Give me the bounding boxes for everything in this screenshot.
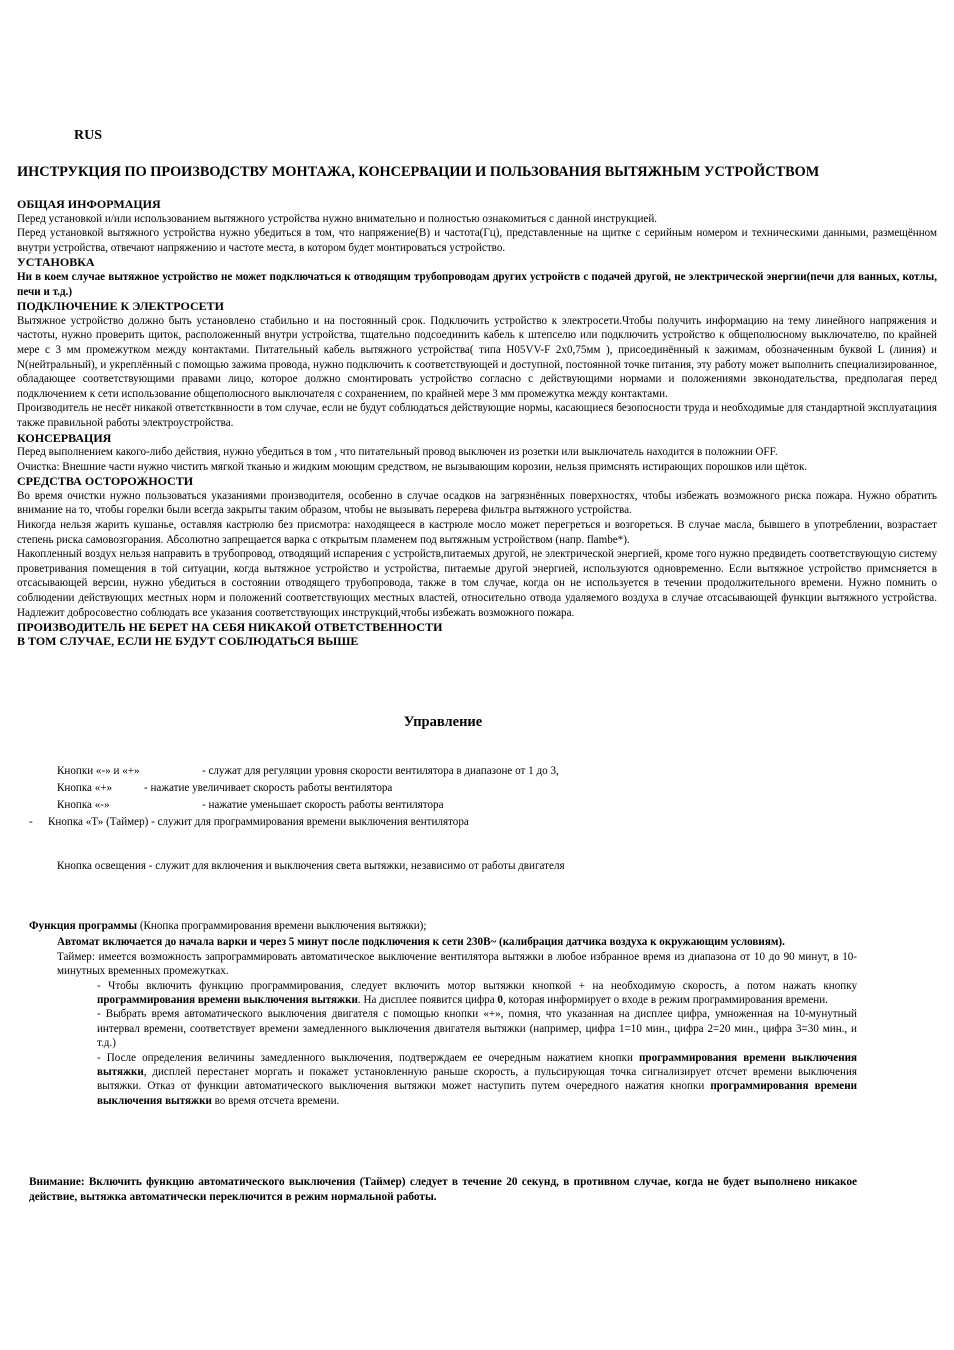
control-description: - нажатие уменьшает скорость работы вентилятора <box>202 799 444 811</box>
list-item <box>29 781 829 798</box>
text-run: - После определения величины замедленного выключения, подтверждаем ее очередным нажатием кнопки <box>97 1051 640 1064</box>
text-run: . На дисплее появится цифра <box>357 994 498 1007</box>
control-description: - нажатие увеличивает скорость работы вентилятора <box>144 782 393 794</box>
control-label: Кнопка освещения - служит для включения и выключения света вытяжки, независимо от работы двигателя <box>57 860 565 872</box>
control-description: - служат для регуляции уровня скорости вентилятора в диапазоне от 1 до 3, <box>202 765 559 777</box>
text-run-bold: программирования времени выключения вытяжки <box>97 994 358 1007</box>
paragraph: Производитель не несёт никакой ответстквнности в том случае, если не будут соблюдаться действующие нормы, касающиеся безопосности труда и необходимые для стандартной эксплуатациия также правильной работы электроустройства. <box>17 402 937 429</box>
program-item-text: Автомат включается до начала варки и через 5 минут после подключения к сети 230В~ (калибрация датчика воздуха к окружающим условиям). <box>57 936 785 949</box>
program-sub-item <box>29 979 857 1008</box>
liability-warning-line-2: В ТОМ СЛУЧАЕ, ЕСЛИ НЕ БУДУТ СОБЛЮДАТЬСЯ ВЫШЕ <box>17 634 359 649</box>
dash-marker: - <box>29 816 33 828</box>
paragraph: Вытяжное устройство должно быть установлено стабильно и на постоянный срок. Подключить устройство к электросети.Чтобы получить информацию на тему линейного напряжения и частоты, нужно проверить щиток, расположенный внутри устройства, тщательно подсоединить кабель к штепселю или подключить устройство к общеполюсному выключателю, по крайней мере с 3 мм промежутком между контактами. Питательный кабель вытяжного устройства( типа H05VV-F 2x0,75мм ), присоединённый к зажимам, обозначенным буквой L (линия) и N(нейтральный), и укреплённый с помощью зажима провода, нужно подключить к соответствующей и доступной, постоянной точке питания, эту работу может выполнить специализированное, обладающее соответствующими правами лицо, которое должно смонтировать устройство согласно с действующими нормами и положениями звконодательства, предполагая перед подключением к сети использование общеполюсного выключателя с сохранением, по крайней мере 3 мм промежутка между контактами. <box>17 314 937 400</box>
list-item <box>29 815 829 832</box>
section-heading-power: ПОДКЛЮЧЕНИЕ К ЭЛЕКТРОСЕТИ <box>17 299 224 314</box>
attention-note: Внимание: Включить функцию автоматического выключения (Таймер) следует в течение 20 секунд, в противном случае, когда не будет выполнено никакое действие, вытяжка автоматически переключится в режим нормальной работы. <box>29 1176 857 1203</box>
section-heading-caution: СРЕДСТВА ОСТОРОЖНОСТИ <box>17 474 194 489</box>
control-label: Кнопка «+» <box>57 782 113 794</box>
program-sub-item: - Выбрать время автоматического выключения двигателя с помощью кнопки «+», помня, что указанная на дисплее цифра, умноженная на 10-мунутный интервал времени, соответствует времени замедленного выключения двигателя вытяжки (например, цифра 1=10 мин., цифра 2=20 мин., цифра 3=30 мин., и т.д.) <box>97 1008 857 1050</box>
text-run-bold: 0 <box>497 994 503 1007</box>
control-list <box>29 764 829 832</box>
list-item <box>29 935 857 949</box>
paragraph: Ни в коем случае вытяжное устройство не может подключаться к отводящим трубопроводам других устройств с подачей другой, не электрической энергии(печи для ванных, котлы, печи и т.д.) <box>17 270 937 298</box>
program-item-text: Таймер: имеется возможность запрограммировать автоматическое выключение вентилятора вытяжки в любое избранное время из диапазона от 10 до 90 минут, в 10-минутных временных промежутках. <box>57 950 857 978</box>
text-run-bold: программирования времени выключения вытяжки <box>97 1051 857 1079</box>
text-run: - Чтобы включить функцию программирования, следует включить мотор вытяжки кнопкой + на необходимую скорость, а потом нажать кнопку <box>97 979 857 992</box>
list-item <box>29 764 829 781</box>
list-item <box>29 950 857 979</box>
section-heading-conservation: КОНСЕРВАЦИЯ <box>17 430 112 445</box>
document-title: ИНСТРУКЦИЯ ПО ПРОИЗВОДСТВУ МОНТАЖА, КОНСЕРВАЦИИ И ПОЛЬЗОВАНИЯ ВЫТЯЖНЫМ УСТРОЙСТВОМ <box>17 164 820 180</box>
text-run: во время отсчета времени. <box>211 1094 340 1107</box>
paragraph: Перед установкой вытяжного устройства нужно убедиться в том, что напряжение(В) и частота(Гц), представленные на щитке с серийным номером и техническими данными, размещённом внутри устройства, отвечают напряжению и частоте места, в котором будет монтироваться устройство. <box>17 227 937 254</box>
liability-warning-line-1: ПРОИЗВОДИТЕЛЬ НЕ БЕРЕТ НА СЕБЯ НИКАКОЙ ОТВЕТСТВЕННОСТИ <box>17 620 443 635</box>
control-label: Кнопки «-» и «+» <box>57 765 140 777</box>
text-run: , дисплей перестанет моргать и покажет установленную раньше скорость, а пульсирующая точка сигнализирует отсчет времени выключения вытяжки. Отказ от функции автоматического выключения вытяжки может наступить путем очередного нажатия кнопки <box>97 1066 857 1093</box>
section-heading-general: ОБЩАЯ ИНФОРМАЦИЯ <box>17 197 161 211</box>
control-section-title: Управление <box>403 714 483 730</box>
text-run-bold: программирования времени выключения вытяжки <box>97 1080 857 1107</box>
text-run: , которая информирует о входе в режим программирования времени. <box>502 994 828 1007</box>
section-heading-install: УСТАНОВКА <box>17 255 95 270</box>
program-heading <box>29 919 857 933</box>
control-label: Кнопка «Т» (Таймер) - служит для программирования времени выключения вентилятора <box>48 816 469 828</box>
paragraph: Очистка: Внешние части нужно чистить мягкой тканью и жидким моющим средством, не вызывающим корозии, нельзя примснять истирающих порошков или щёток. <box>17 460 808 473</box>
paragraph: Никогда нельзя жарить кушанье, оставляя кастрюлю без присмотра: находящееся в кастрюле мосло может перегреться и возгореться. В случае масла, бывшего в употреблении, возрастает степень риска самовозгорания. Абсолютно запрещается варка с открытым пламенем под вытяжным устройством (напр. flambe*). <box>17 519 937 546</box>
program-sub-item <box>29 1051 857 1109</box>
paragraph: Перед выполнением какого-либо действия, нужно убедиться в том , что питательный провод выключен из розетки или выключатель находится в положнии OFF. <box>17 446 778 459</box>
control-label: Кнопка «-» <box>57 799 110 811</box>
paragraph: Во время очистки нужно пользоваться указаниями производителя, особенно в случае осадков на загрязнённых поверхностях, чтобы избежать возможного риска пожара. Нужно обратить внимание на то, чтобы горелки были всегда закрыты таким образом, чтобы не вызывать перерева фильтра вытяжного устройства. <box>17 489 937 517</box>
program-heading-rest: (Кнопка программирования времени выключения вытяжки); <box>137 920 427 932</box>
paragraph: Накопленный воздух нельзя направить в трубопровод, отводящий испарения с устройств,питаемых другой, не электрической энергией, кроме того нужно предвидеть соответствующую систему проветривания помещения в той ситуации, когда вытяжное устройство и устройства, питаемые другой энергией, используются одновременно. Если вытяжное устройство примсняется в отсасывающей версии, нужно убедиться в состоянии отводящего трубопровода, также в том случае, когда он не используется в течении продолжительного времени. Нужно помнить о соблюдении действующих местных норм и положений соответствующих местных властей, относительно отвода удаляемого воздуха в случае отсасывающей функции вытяжного устройства. Надлежит добросовестно соблюдать все указания соответствующих инструкций,чтобы избежать возможного пожара. <box>17 548 937 619</box>
instructions-body <box>17 197 937 648</box>
list-item <box>29 798 829 815</box>
paragraph: Перед установкой и/или использованием вытяжного устройства нужно внимательно и полностью ознакомиться с данной инструкцией. <box>17 212 658 225</box>
program-heading-bold: Функция программы <box>29 920 138 932</box>
program-function-section <box>29 919 857 1108</box>
language-code: RUS <box>74 128 103 143</box>
